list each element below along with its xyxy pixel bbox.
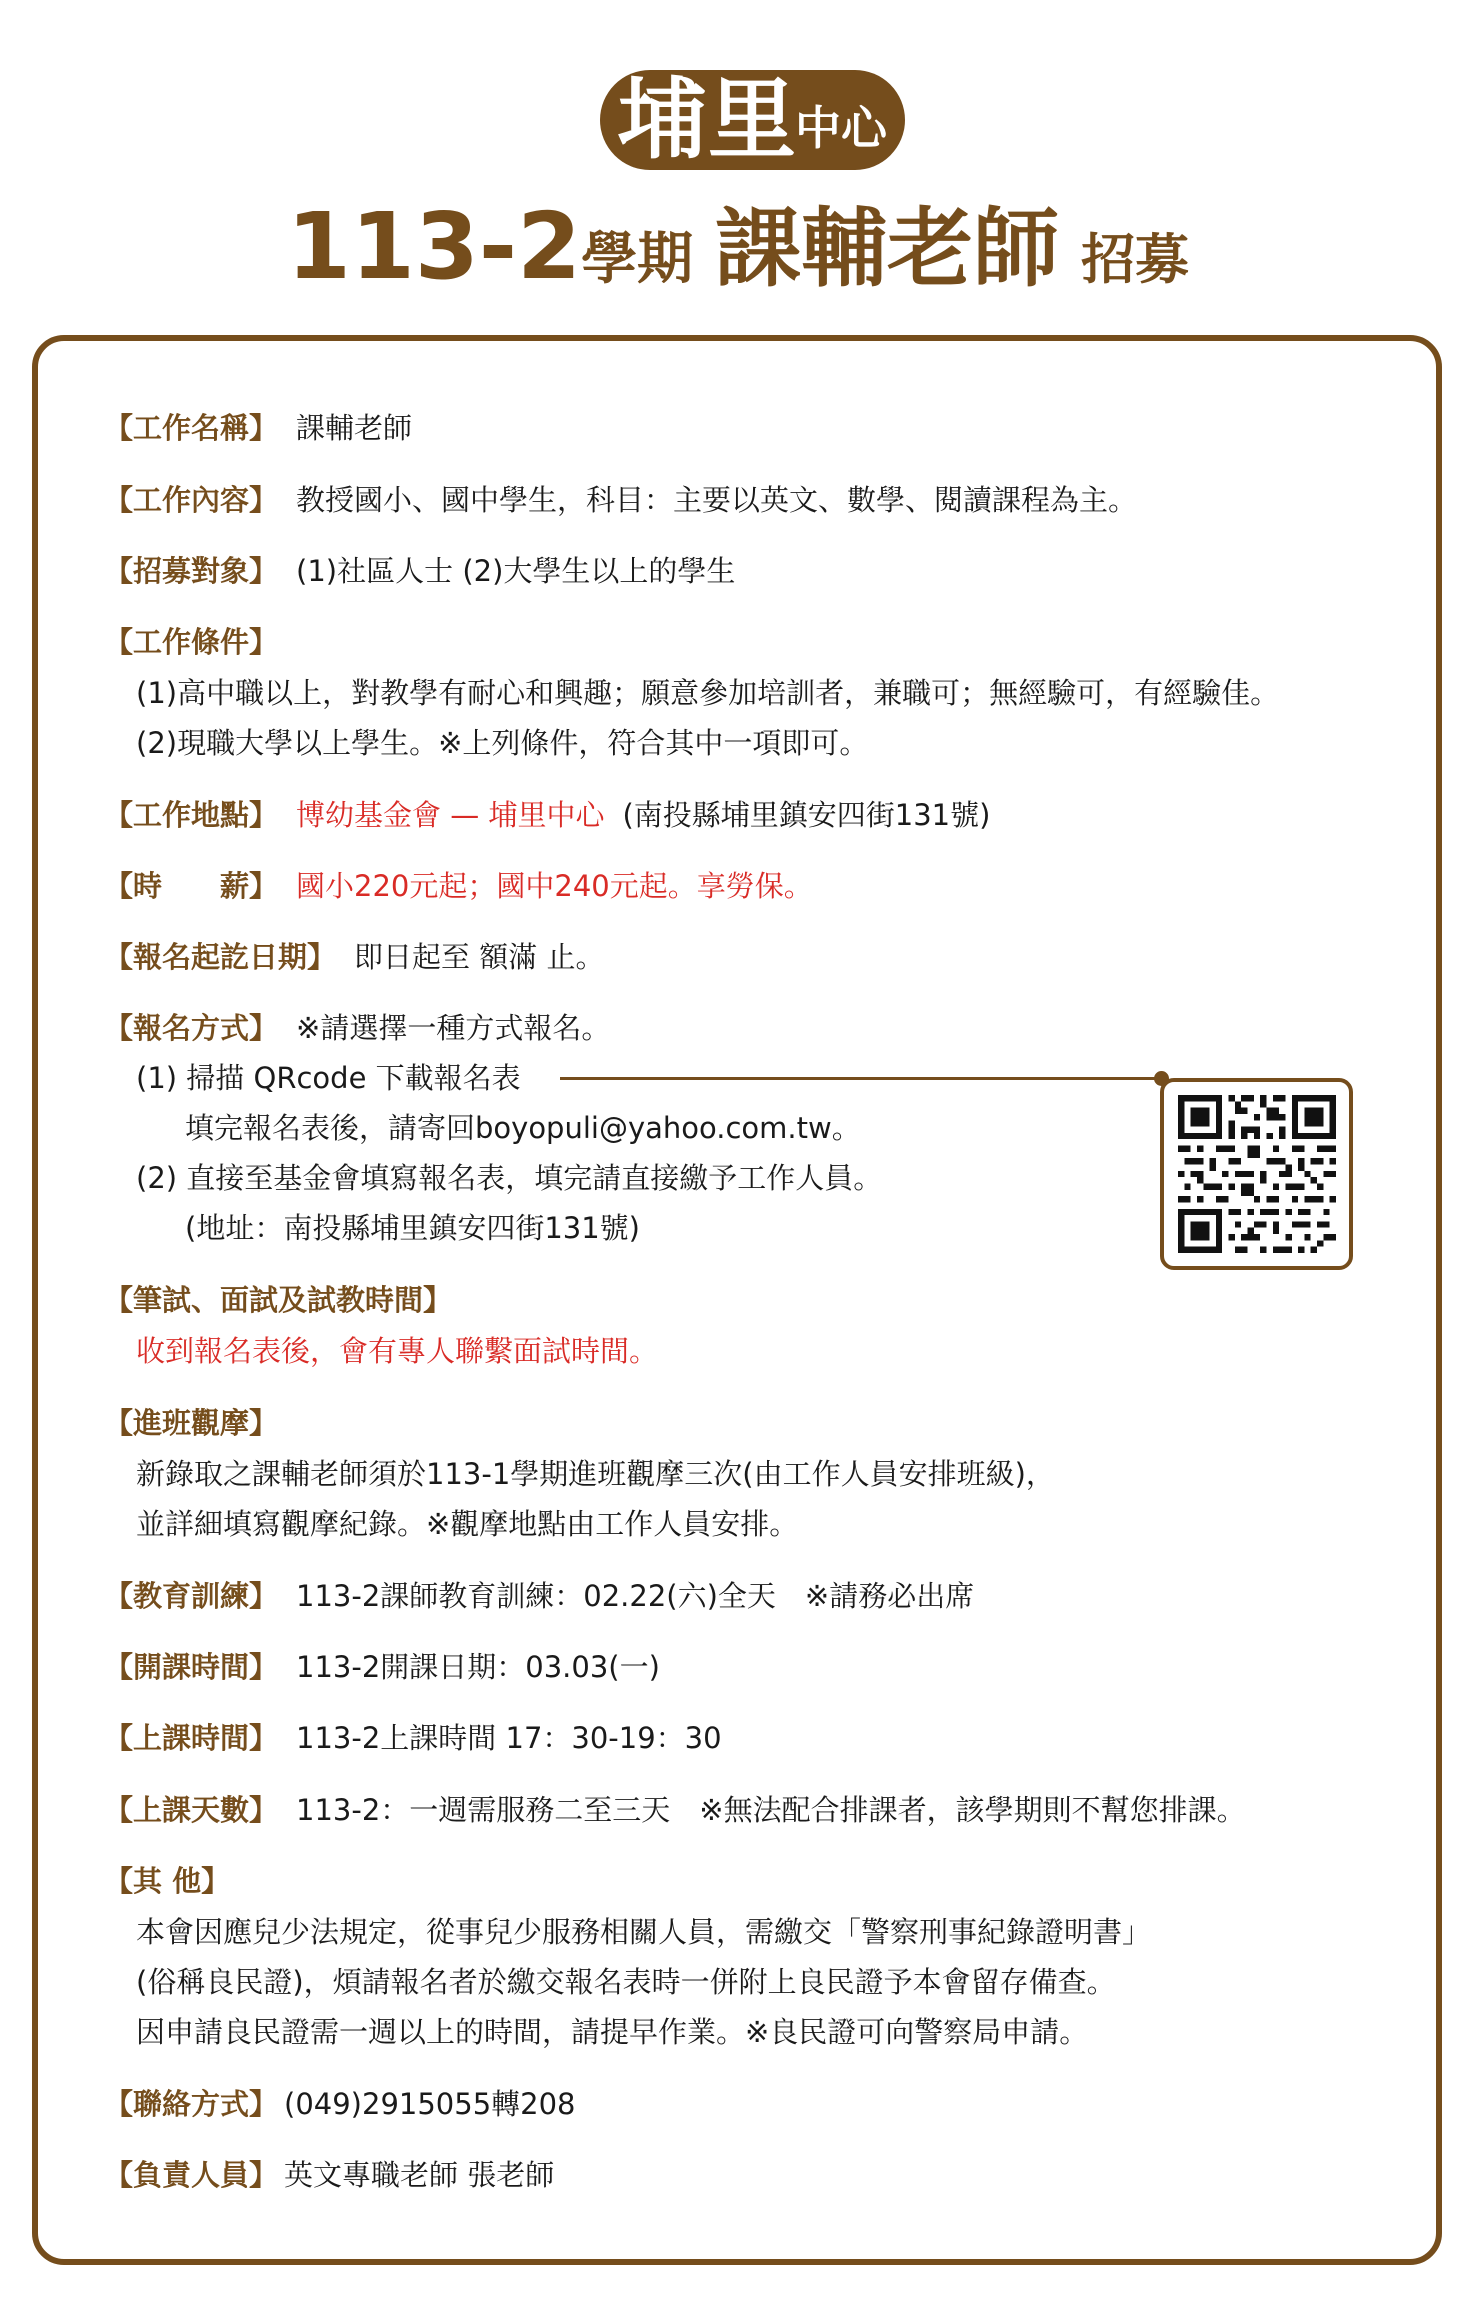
class-days-value: 113-2：一週需服務二至三天 ※無法配合排課者，該學期則不幫您排課。: [296, 1793, 1246, 1827]
pay-label: 【時 薪】: [104, 869, 279, 903]
method-line-2: 填完報名表後，請寄回boyopuli@yahoo.com.tw。: [185, 1111, 861, 1145]
class-time-row: [104, 1718, 722, 1758]
location-label: 【工作地點】: [104, 798, 279, 832]
interview-value: 收到報名表後，會有專人聯繫面試時間。: [136, 1334, 659, 1368]
training-label: 【教育訓練】: [104, 1579, 279, 1613]
other-line-3: 因申請良民證需一週以上的時間，請提早作業。※良民證可向警察局申請。: [136, 2015, 1089, 2049]
term-word: 學期: [581, 227, 694, 292]
class-days-label: 【上課天數】: [104, 1793, 279, 1827]
job-name-label: 【工作名稱】: [104, 411, 279, 445]
period-row: [104, 937, 604, 977]
term-number: 113-2: [286, 193, 582, 300]
job-name-value: 課輔老師: [296, 411, 413, 445]
contact-label: 【聯絡方式】: [104, 2087, 279, 2121]
center-suffix: 中心: [795, 101, 887, 155]
job-name-row: [104, 408, 412, 448]
method-line-1: (1) 掃描 QRcode 下載報名表: [136, 1061, 521, 1095]
target-row: [104, 551, 735, 591]
person-label: 【負責人員】: [104, 2158, 279, 2192]
location-address: (南投縣埔里鎮安四街131號): [622, 798, 991, 832]
method-label: 【報名方式】: [104, 1011, 279, 1045]
observe-line-2: 並詳細填寫觀摩紀錄。※觀摩地點由工作人員安排。: [136, 1507, 799, 1541]
pay-value: 國小220元起；國中240元起。享勞保。: [296, 869, 813, 903]
observe-line-1: 新錄取之課輔老師須於113-1學期進班觀摩三次(由工作人員安排班級)，: [136, 1457, 1055, 1491]
class-days-row: [104, 1790, 1246, 1830]
conditions-line-2: (2)現職大學以上學生。※上列條件，符合其中一項即可。: [136, 726, 869, 760]
conditions-line-1: (1)高中職以上，對教學有耐心和興趣；願意參加培訓者，兼職可；無經驗可，有經驗佳。: [136, 676, 1280, 710]
interview-label: 【筆試、面試及試教時間】: [104, 1283, 453, 1317]
job-content-value: 教授國小、國中學生，科目：主要以英文、數學、閱讀課程為主。: [296, 483, 1138, 517]
conditions-label: 【工作條件】: [104, 625, 279, 659]
period-value: 即日起至 額滿 止。: [354, 940, 605, 974]
person-value: 英文專職老師 張老師: [284, 2158, 555, 2192]
class-time-value: 113-2上課時間 17：30-19：30: [296, 1721, 722, 1755]
contact-value: (049)2915055轉208: [284, 2087, 576, 2121]
qr-code-icon[interactable]: [1178, 1095, 1336, 1253]
target-value: (1)社區人士 (2)大學生以上的學生: [296, 554, 736, 588]
training-row: [104, 1576, 974, 1616]
observe-label: 【進班觀摩】: [104, 1406, 279, 1440]
location-row: [104, 795, 990, 835]
method-note: ※請選擇一種方式報名。: [296, 1011, 611, 1045]
target-label: 【招募對象】: [104, 554, 279, 588]
recruit-word: 招募: [1081, 228, 1190, 291]
location-center: 博幼基金會 — 埔里中心: [296, 798, 605, 832]
person-row: [104, 2155, 554, 2195]
job-content-row: [104, 480, 1137, 520]
center-name: 埔里: [618, 68, 799, 171]
method-line-3: (2) 直接至基金會填寫報名表，填完請直接繳予工作人員。: [136, 1161, 883, 1195]
class-time-label: 【上課時間】: [104, 1721, 279, 1755]
pay-row: [104, 866, 813, 906]
qr-connector-line: [560, 1077, 1160, 1080]
job-content-label: 【工作內容】: [104, 483, 279, 517]
page-title: [0, 192, 1476, 328]
other-line-2: (俗稱良民證)，煩請報名者於繳交報名表時一併附上良民證予本會留存備查。: [136, 1965, 1116, 1999]
method-row: [104, 1008, 610, 1048]
start-value: 113-2開課日期：03.03(一): [296, 1650, 660, 1684]
start-row: [104, 1647, 660, 1687]
other-label: 【其 他】: [104, 1864, 231, 1898]
start-label: 【開課時間】: [104, 1650, 279, 1684]
contact-row: [104, 2084, 576, 2124]
training-value: 113-2課師教育訓練：02.22(六)全天 ※請務必出席: [296, 1579, 975, 1613]
role-title: 課輔老師: [715, 199, 1060, 299]
period-label: 【報名起訖日期】: [104, 940, 337, 974]
other-line-1: 本會因應兒少法規定，從事兒少服務相關人員，需繳交「警察刑事紀錄證明書」: [136, 1915, 1152, 1949]
method-line-4: (地址：南投縣埔里鎮安四街131號): [185, 1211, 640, 1245]
